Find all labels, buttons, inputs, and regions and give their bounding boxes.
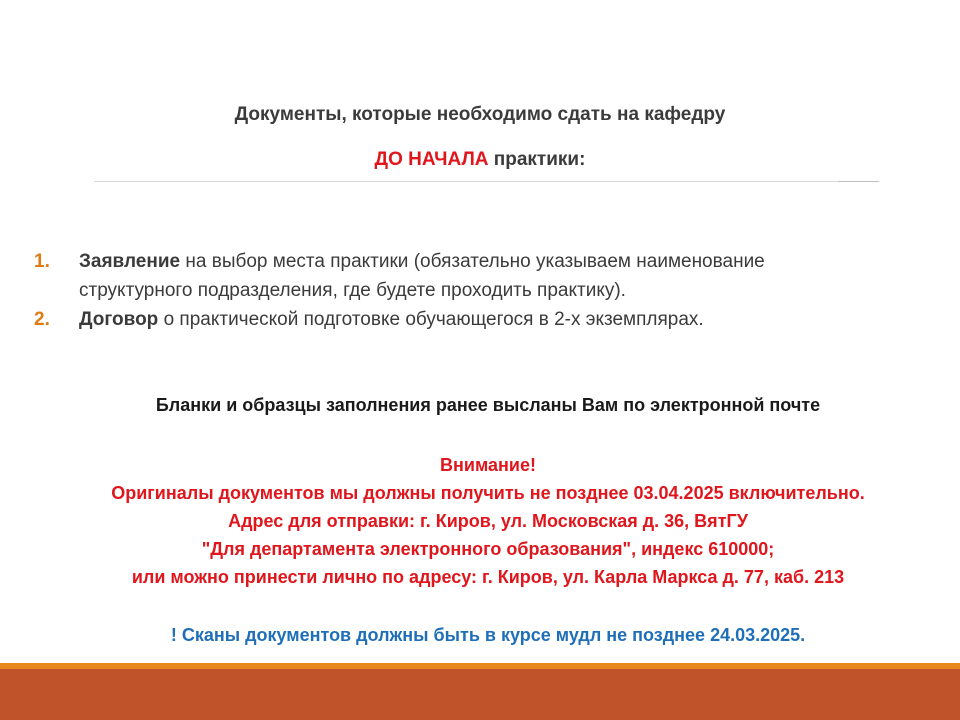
title-divider-accent bbox=[838, 181, 879, 182]
slide-title: Документы, которые необходимо сдать на кафедру bbox=[234, 104, 726, 125]
warning-line: "Для департамента электронного образования", индекс 610000; bbox=[201, 539, 775, 559]
list-item-bold: Договор bbox=[79, 309, 159, 330]
list-item-text: о практической подготовке обучающегося в 2-х экземплярах. bbox=[158, 309, 704, 330]
slide-subtitle bbox=[0, 149, 960, 171]
list-item bbox=[34, 305, 894, 334]
documents-list bbox=[34, 247, 894, 334]
warning-title: Внимание! bbox=[440, 455, 536, 475]
list-item-text: на выбор места практики (обязательно указываем наименование bbox=[180, 251, 765, 272]
blanks-note: Бланки и образцы заполнения ранее высланы Вам по электронной почте bbox=[155, 395, 821, 415]
warning-line: Адрес для отправки: г. Киров, ул. Московская д. 36, ВятГУ bbox=[228, 511, 748, 531]
list-number: 2. bbox=[34, 309, 50, 330]
warning-line: Оригиналы документов мы должны получить не позднее 03.04.2025 включительно. bbox=[111, 483, 865, 503]
list-item bbox=[34, 247, 894, 305]
scans-note: ! Сканы документов должны быть в курсе мудл не позднее 24.03.2025. bbox=[170, 625, 806, 645]
title-divider bbox=[94, 181, 879, 182]
subtitle-highlight: ДО НАЧАЛА bbox=[374, 149, 489, 170]
warning-line: или можно принести лично по адресу: г. Киров, ул. Карла Маркса д. 77, каб. 213 bbox=[131, 567, 845, 587]
footer-bar bbox=[0, 669, 960, 720]
list-number: 1. bbox=[34, 251, 50, 272]
list-item-bold: Заявление bbox=[79, 251, 181, 272]
list-item-text-continued: структурного подразделения, где будете проходить практику). bbox=[79, 280, 626, 301]
subtitle-rest: практики: bbox=[488, 149, 586, 170]
